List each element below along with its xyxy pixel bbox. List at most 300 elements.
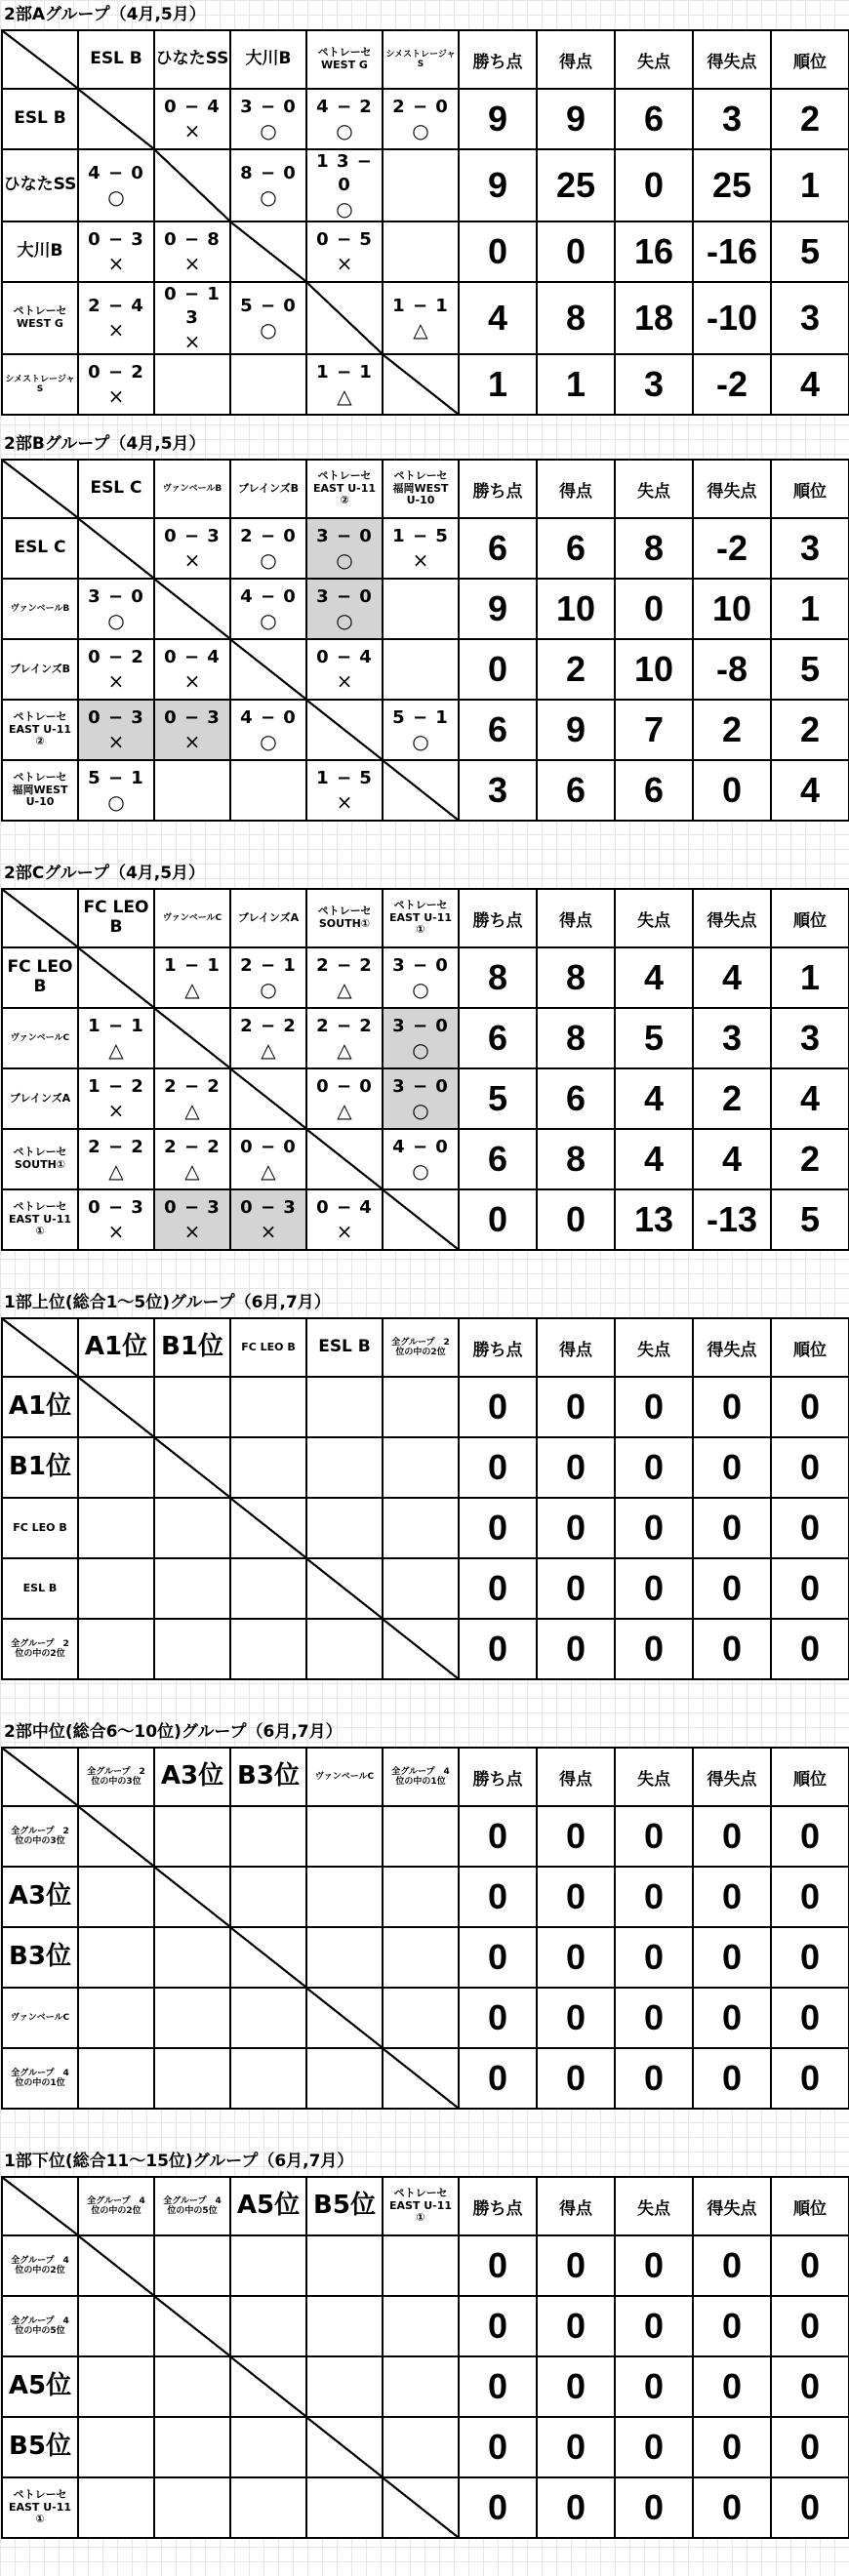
stat-value: 2 bbox=[771, 89, 849, 149]
stat-value: 16 bbox=[615, 221, 693, 282]
group-title: 2部Cグループ（4月,5月） bbox=[4, 864, 206, 883]
team-name: ヴァンベールC bbox=[162, 912, 222, 923]
stat-value: 0 bbox=[615, 1558, 693, 1619]
stat-value: 0 bbox=[537, 1619, 615, 1679]
match-score: 0 − 4 bbox=[316, 1197, 373, 1218]
match-mark: × bbox=[183, 119, 201, 142]
match-result bbox=[79, 283, 153, 353]
match-cell bbox=[383, 2296, 459, 2356]
match-score: 1 − 5 bbox=[392, 526, 449, 546]
table-row bbox=[2, 1377, 849, 1437]
match-mark: △ bbox=[337, 1038, 352, 1062]
team-name: ペトレーセ EAST U-11 ① bbox=[8, 1200, 72, 1238]
match-cell bbox=[383, 1129, 459, 1189]
stat-value: 0 bbox=[615, 1437, 693, 1498]
match-cell bbox=[78, 1437, 154, 1498]
stat-value: 0 bbox=[459, 221, 537, 282]
team-name: ペトレーセ WEST G bbox=[13, 304, 67, 330]
match-cell bbox=[78, 1498, 154, 1558]
self-match-cell bbox=[78, 1806, 154, 1867]
match-result bbox=[307, 948, 382, 1007]
column-header-team bbox=[383, 30, 459, 89]
team-name: ペトレーセ EAST U-11 ② bbox=[8, 710, 72, 748]
row-header-team bbox=[2, 2048, 78, 2109]
match-cell bbox=[306, 1437, 383, 1498]
match-cell bbox=[78, 1558, 154, 1619]
row-header-team bbox=[2, 282, 78, 354]
stat-value: 0 bbox=[693, 760, 771, 821]
match-cell bbox=[383, 2235, 459, 2296]
row-header-team bbox=[2, 2477, 78, 2538]
match-score: 2 − 2 bbox=[316, 955, 373, 976]
stat-value: 0 bbox=[459, 2356, 537, 2417]
stat-value: 0 bbox=[459, 1867, 537, 1927]
match-cell bbox=[78, 1129, 154, 1189]
stat-header: 得失点 bbox=[693, 2177, 771, 2235]
table-row bbox=[2, 760, 849, 821]
match-cell bbox=[230, 1437, 306, 1498]
stat-header: 順位 bbox=[771, 460, 849, 518]
stat-value: 0 bbox=[771, 1988, 849, 2048]
column-header-team bbox=[154, 460, 230, 518]
stat-value: 0 bbox=[771, 2417, 849, 2477]
match-score: 3 − 0 bbox=[392, 1076, 449, 1097]
match-score: 2 − 4 bbox=[88, 296, 144, 316]
group-section-3 bbox=[0, 859, 849, 1288]
self-match-cell bbox=[154, 1867, 230, 1927]
row-header-team bbox=[2, 579, 78, 639]
match-result bbox=[155, 701, 229, 759]
stat-value: 3 bbox=[693, 1008, 771, 1068]
match-mark: ○ bbox=[260, 730, 277, 753]
team-name: 全グループ 4 位の中の2位 bbox=[11, 2255, 69, 2275]
table-row bbox=[2, 700, 849, 760]
match-cell bbox=[154, 639, 230, 700]
match-result bbox=[231, 1009, 305, 1067]
stat-value: 0 bbox=[459, 1927, 537, 1988]
corner-cell bbox=[2, 889, 78, 947]
self-match-cell bbox=[383, 2048, 459, 2109]
team-name: シメストレージャS bbox=[385, 49, 456, 69]
header-row bbox=[2, 1318, 849, 1377]
match-mark: × bbox=[107, 669, 125, 693]
stat-value: 0 bbox=[693, 1498, 771, 1558]
match-result bbox=[79, 1069, 153, 1128]
stat-value: 8 bbox=[537, 282, 615, 354]
stat-header: 勝ち点 bbox=[459, 889, 537, 947]
match-cell bbox=[154, 2356, 230, 2417]
stat-value: 4 bbox=[771, 760, 849, 821]
match-cell bbox=[383, 1867, 459, 1927]
match-mark: △ bbox=[184, 978, 200, 1001]
match-mark: △ bbox=[184, 1159, 200, 1183]
stat-value: 0 bbox=[537, 1867, 615, 1927]
stat-value: 1 bbox=[771, 947, 849, 1008]
table-row bbox=[2, 1988, 849, 2048]
self-match-cell bbox=[78, 518, 154, 579]
match-cell bbox=[230, 2477, 306, 2538]
match-result bbox=[384, 1069, 458, 1128]
team-name: ESL B bbox=[90, 49, 142, 69]
stat-value: 0 bbox=[459, 1806, 537, 1867]
stat-value: 6 bbox=[459, 518, 537, 579]
team-name: 全グループ 4 位の中の1位 bbox=[11, 2068, 69, 2088]
match-cell bbox=[383, 149, 459, 221]
stat-value: 0 bbox=[693, 1927, 771, 1988]
row-header-team bbox=[2, 2417, 78, 2477]
table-row bbox=[2, 1498, 849, 1558]
group-title: 1部下位(総合11〜15位)グループ（6月,7月） bbox=[4, 2152, 354, 2171]
stat-value: 0 bbox=[615, 579, 693, 639]
match-cell bbox=[306, 1927, 383, 1988]
match-mark: △ bbox=[337, 978, 352, 1001]
match-result bbox=[231, 283, 305, 353]
match-result bbox=[79, 1130, 153, 1188]
stat-value: 0 bbox=[771, 2296, 849, 2356]
team-name: 全グループ 2 位の中の2位 bbox=[391, 1337, 450, 1357]
stat-value: 0 bbox=[537, 2417, 615, 2477]
match-cell bbox=[78, 221, 154, 282]
row-header-team bbox=[2, 1927, 78, 1988]
table-row bbox=[2, 1437, 849, 1498]
stat-header: 失点 bbox=[615, 2177, 693, 2235]
team-name: A3位 bbox=[160, 1761, 224, 1791]
stat-header: 得点 bbox=[537, 1318, 615, 1377]
match-cell bbox=[383, 1498, 459, 1558]
match-cell bbox=[230, 2235, 306, 2296]
match-cell bbox=[154, 1189, 230, 1250]
stat-value: 4 bbox=[615, 1129, 693, 1189]
stat-value: 0 bbox=[537, 2477, 615, 2538]
match-score: 0 − 0 bbox=[316, 1076, 373, 1097]
match-mark: ○ bbox=[260, 548, 277, 572]
team-name: A1位 bbox=[84, 1332, 148, 1362]
match-score: 0 − 1 3 bbox=[164, 284, 221, 328]
stat-header: 勝ち点 bbox=[459, 30, 537, 89]
team-name: B5位 bbox=[313, 2191, 376, 2221]
column-header-team bbox=[383, 2177, 459, 2235]
self-match-cell bbox=[230, 1068, 306, 1129]
stat-value: 0 bbox=[693, 1988, 771, 2048]
match-cell bbox=[230, 579, 306, 639]
corner-cell bbox=[2, 30, 78, 89]
stat-value: 1 bbox=[771, 579, 849, 639]
match-cell bbox=[78, 282, 154, 354]
match-cell bbox=[154, 1558, 230, 1619]
match-cell bbox=[78, 1189, 154, 1250]
column-header-team bbox=[230, 30, 306, 89]
team-name: ヴァンベールB bbox=[10, 603, 70, 614]
row-header-team bbox=[2, 1867, 78, 1927]
stat-value: 0 bbox=[771, 1377, 849, 1437]
match-cell bbox=[383, 89, 459, 149]
match-score: 0 − 0 bbox=[240, 1137, 297, 1157]
stat-value: 0 bbox=[459, 2417, 537, 2477]
column-header-team bbox=[306, 2177, 383, 2235]
group-section-2 bbox=[0, 429, 849, 859]
match-mark: × bbox=[183, 730, 201, 753]
match-cell bbox=[306, 1377, 383, 1437]
table-row bbox=[2, 2296, 849, 2356]
group-section-6 bbox=[0, 2147, 849, 2576]
team-name: ヴァンベールC bbox=[10, 2012, 70, 2023]
stat-value: 10 bbox=[693, 579, 771, 639]
stat-value: 0 bbox=[459, 1498, 537, 1558]
self-match-cell bbox=[230, 2356, 306, 2417]
match-result bbox=[384, 222, 458, 281]
table-row bbox=[2, 2048, 849, 2109]
table-row bbox=[2, 89, 849, 149]
self-match-cell bbox=[306, 700, 383, 760]
match-mark: × bbox=[260, 1220, 277, 1243]
match-result bbox=[307, 519, 382, 578]
match-cell bbox=[78, 700, 154, 760]
standings-table bbox=[1, 2176, 849, 2539]
match-cell bbox=[306, 89, 383, 149]
stat-value: 0 bbox=[537, 2296, 615, 2356]
self-match-cell bbox=[154, 579, 230, 639]
match-result bbox=[231, 948, 305, 1007]
match-cell bbox=[230, 89, 306, 149]
match-score: 2 − 0 bbox=[392, 97, 449, 117]
match-result bbox=[384, 283, 458, 353]
match-cell bbox=[230, 700, 306, 760]
match-result bbox=[155, 948, 229, 1007]
table-row bbox=[2, 1927, 849, 1988]
match-cell bbox=[383, 1437, 459, 1498]
match-cell bbox=[306, 2048, 383, 2109]
self-match-cell bbox=[306, 282, 383, 354]
stat-value: 0 bbox=[537, 1927, 615, 1988]
team-name: ESL C bbox=[90, 478, 142, 499]
table-row bbox=[2, 1189, 849, 1250]
stat-value: 6 bbox=[459, 700, 537, 760]
column-header-team bbox=[154, 2177, 230, 2235]
table-row bbox=[2, 1068, 849, 1129]
stat-value: 0 bbox=[693, 1867, 771, 1927]
table-row bbox=[2, 1806, 849, 1867]
column-header-team bbox=[154, 1748, 230, 1806]
match-mark: ○ bbox=[260, 119, 277, 142]
match-score: 1 − 1 bbox=[164, 955, 221, 976]
match-result bbox=[79, 1009, 153, 1067]
self-match-cell bbox=[306, 1988, 383, 2048]
match-result bbox=[307, 90, 382, 148]
self-match-cell bbox=[154, 1008, 230, 1068]
stat-value: 0 bbox=[771, 1498, 849, 1558]
row-header-team bbox=[2, 1129, 78, 1189]
match-score: 0 − 8 bbox=[164, 229, 221, 250]
stat-value: 0 bbox=[693, 2048, 771, 2109]
match-score: 3 − 0 bbox=[316, 526, 373, 546]
stat-value: 6 bbox=[537, 1068, 615, 1129]
match-cell bbox=[78, 2296, 154, 2356]
match-result bbox=[231, 701, 305, 759]
match-result bbox=[79, 640, 153, 699]
match-cell bbox=[306, 518, 383, 579]
stat-value: 9 bbox=[459, 579, 537, 639]
match-score: 0 − 3 bbox=[88, 707, 144, 728]
match-mark: × bbox=[336, 252, 353, 275]
stat-value: 0 bbox=[771, 1437, 849, 1498]
match-mark: × bbox=[107, 1220, 125, 1243]
match-mark: ○ bbox=[412, 1159, 429, 1183]
stat-header: 得点 bbox=[537, 30, 615, 89]
match-cell bbox=[383, 579, 459, 639]
match-score: 1 − 1 bbox=[316, 362, 373, 382]
match-cell bbox=[383, 518, 459, 579]
match-score: 2 − 2 bbox=[240, 1016, 297, 1036]
stat-header: 得失点 bbox=[693, 1318, 771, 1377]
match-cell bbox=[154, 1806, 230, 1867]
stat-value: 25 bbox=[537, 149, 615, 221]
match-cell bbox=[306, 2477, 383, 2538]
match-result bbox=[79, 1190, 153, 1249]
match-cell bbox=[154, 2048, 230, 2109]
stat-value: 0 bbox=[771, 2477, 849, 2538]
match-mark: △ bbox=[337, 1099, 352, 1122]
group-section-1 bbox=[0, 0, 849, 429]
match-cell bbox=[154, 947, 230, 1008]
stat-value: 6 bbox=[537, 760, 615, 821]
match-cell bbox=[230, 149, 306, 221]
stat-value: 6 bbox=[459, 1008, 537, 1068]
stat-value: 4 bbox=[693, 1129, 771, 1189]
standings-table bbox=[1, 29, 849, 416]
stat-value: 0 bbox=[537, 1558, 615, 1619]
self-match-cell bbox=[78, 1377, 154, 1437]
stat-value: -8 bbox=[693, 639, 771, 700]
match-mark: × bbox=[336, 669, 353, 693]
stat-value: 9 bbox=[537, 89, 615, 149]
stat-header: 得失点 bbox=[693, 889, 771, 947]
stat-value: 5 bbox=[771, 639, 849, 700]
stat-value: 0 bbox=[693, 2477, 771, 2538]
match-mark: ○ bbox=[107, 185, 125, 209]
match-result bbox=[155, 90, 229, 148]
self-match-cell bbox=[230, 221, 306, 282]
match-result bbox=[384, 948, 458, 1007]
match-mark: ○ bbox=[412, 978, 429, 1001]
match-cell bbox=[230, 947, 306, 1008]
corner-cell bbox=[2, 1748, 78, 1806]
match-cell bbox=[306, 639, 383, 700]
match-cell bbox=[154, 354, 230, 415]
row-header-team bbox=[2, 1068, 78, 1129]
stat-value: 9 bbox=[459, 89, 537, 149]
match-cell bbox=[78, 2417, 154, 2477]
stat-value: 2 bbox=[771, 1129, 849, 1189]
match-score: 5 − 1 bbox=[392, 707, 449, 728]
match-result bbox=[155, 761, 229, 820]
self-match-cell bbox=[383, 1619, 459, 1679]
match-mark: ○ bbox=[260, 185, 277, 209]
match-result bbox=[231, 355, 305, 414]
table-row bbox=[2, 1619, 849, 1679]
match-score: 0 − 3 bbox=[240, 1197, 297, 1218]
table-row bbox=[2, 518, 849, 579]
match-cell bbox=[306, 1867, 383, 1927]
match-score: 0 − 3 bbox=[164, 526, 221, 546]
stat-value: 2 bbox=[693, 1068, 771, 1129]
match-cell bbox=[230, 1806, 306, 1867]
match-cell bbox=[78, 2048, 154, 2109]
header-row bbox=[2, 1748, 849, 1806]
match-result bbox=[384, 1009, 458, 1067]
row-header-team bbox=[2, 639, 78, 700]
match-cell bbox=[154, 2235, 230, 2296]
stat-value: 0 bbox=[537, 2356, 615, 2417]
match-score: 2 − 1 bbox=[240, 955, 297, 976]
stat-header: 失点 bbox=[615, 1748, 693, 1806]
match-cell bbox=[383, 1377, 459, 1437]
match-cell bbox=[383, 282, 459, 354]
column-header-team bbox=[78, 30, 154, 89]
match-result bbox=[79, 150, 153, 221]
standings-table bbox=[1, 888, 849, 1251]
column-header-team bbox=[78, 460, 154, 518]
column-header-team bbox=[383, 1318, 459, 1377]
team-name: 大川B bbox=[17, 241, 63, 262]
match-cell bbox=[306, 1008, 383, 1068]
row-header-team bbox=[2, 354, 78, 415]
match-cell bbox=[78, 2356, 154, 2417]
self-match-cell bbox=[154, 2296, 230, 2356]
match-result bbox=[307, 580, 382, 638]
group-section-4 bbox=[0, 1288, 849, 1717]
stat-value: 0 bbox=[615, 1867, 693, 1927]
match-mark: ○ bbox=[336, 609, 353, 632]
stat-value: 3 bbox=[459, 760, 537, 821]
team-name: ブレインズB bbox=[237, 481, 300, 495]
stat-value: 0 bbox=[537, 221, 615, 282]
match-score: 3 − 0 bbox=[240, 97, 297, 117]
stat-header: 失点 bbox=[615, 460, 693, 518]
team-name: A5位 bbox=[236, 2191, 301, 2221]
row-header-team bbox=[2, 518, 78, 579]
match-mark: × bbox=[183, 1220, 201, 1243]
match-score: 2 − 2 bbox=[164, 1076, 221, 1097]
table-row bbox=[2, 1558, 849, 1619]
stat-value: 0 bbox=[537, 1988, 615, 2048]
team-name: FC LEO B bbox=[7, 957, 73, 996]
match-cell bbox=[230, 760, 306, 821]
team-name: ペトレーセ EAST U-11 ② bbox=[312, 469, 377, 507]
match-cell bbox=[230, 1867, 306, 1927]
stat-value: 0 bbox=[615, 2417, 693, 2477]
match-result bbox=[307, 150, 382, 221]
match-cell bbox=[78, 579, 154, 639]
stat-value: 8 bbox=[537, 1129, 615, 1189]
match-result bbox=[384, 580, 458, 638]
column-header-team bbox=[306, 460, 383, 518]
team-name: 全グループ 2 位の中の2位 bbox=[11, 1638, 69, 1659]
self-match-cell bbox=[230, 1498, 306, 1558]
stat-value: 8 bbox=[537, 1008, 615, 1068]
match-result bbox=[155, 222, 229, 281]
column-header-team bbox=[154, 1318, 230, 1377]
stat-value: 10 bbox=[615, 639, 693, 700]
match-score: 2 − 2 bbox=[316, 1016, 373, 1036]
column-header-team bbox=[230, 460, 306, 518]
match-result bbox=[231, 761, 305, 820]
match-score: 2 − 2 bbox=[164, 1137, 221, 1157]
match-cell bbox=[383, 221, 459, 282]
self-match-cell bbox=[154, 1437, 230, 1498]
match-result bbox=[307, 222, 382, 281]
self-match-cell bbox=[383, 2477, 459, 2538]
self-match-cell bbox=[306, 1129, 383, 1189]
